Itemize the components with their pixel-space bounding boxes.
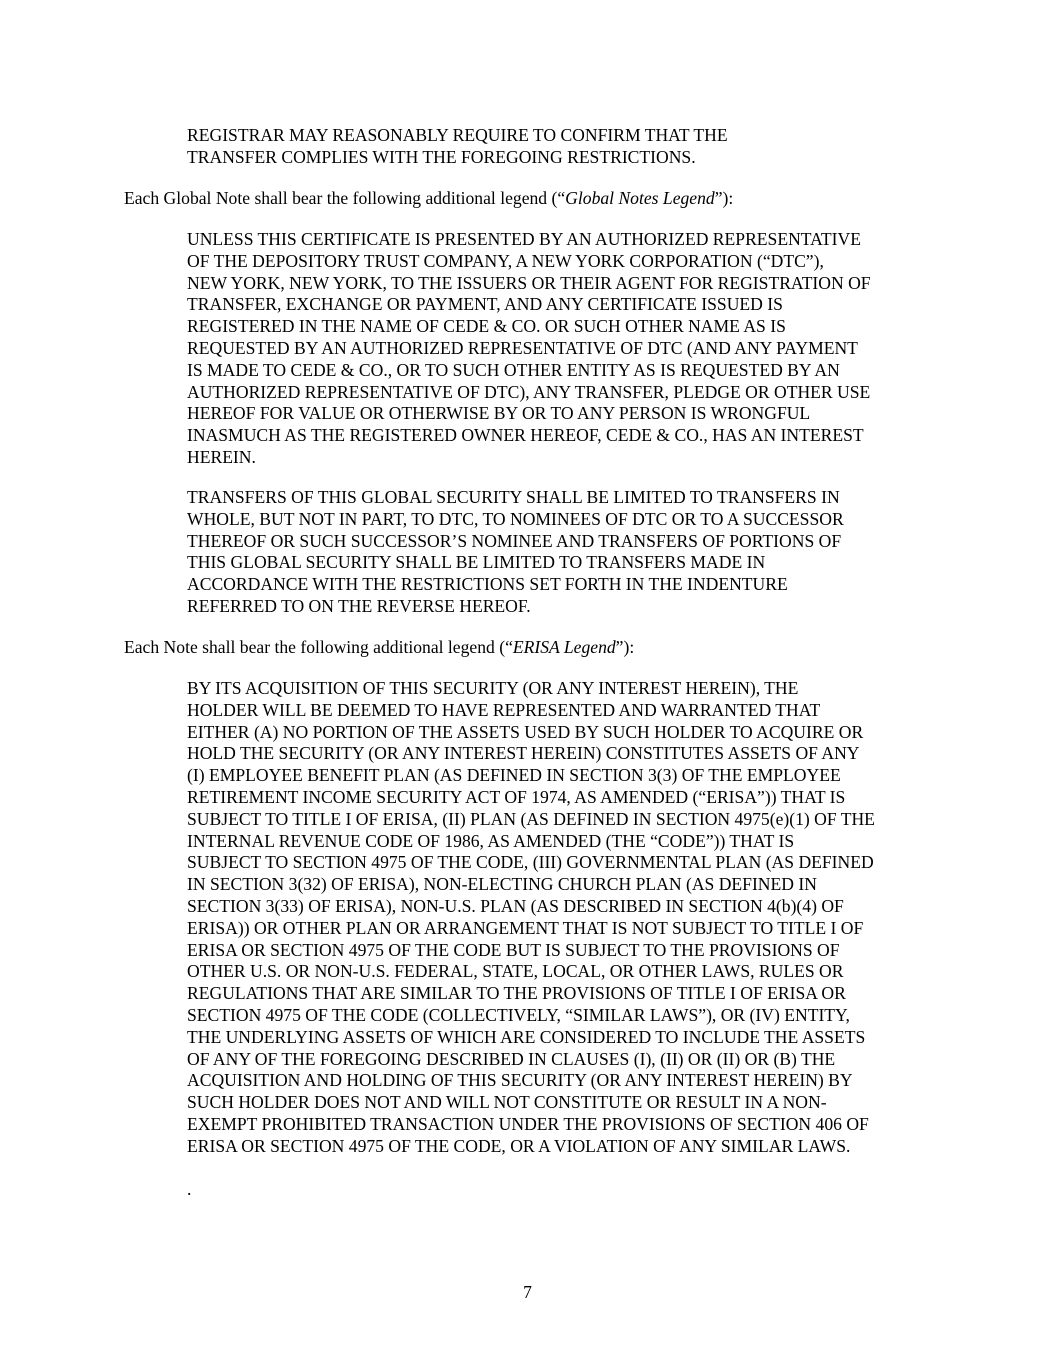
text-line: REFERRED TO ON THE REVERSE HEREOF. bbox=[187, 595, 531, 616]
text-line: TRANSFER, EXCHANGE OR PAYMENT, AND ANY CERTIFICATE ISSUED IS bbox=[187, 294, 783, 315]
text-line: SECTION 4975 OF THE CODE (COLLECTIVELY, “SIMILAR LAWS”), OR (IV) ENTITY, bbox=[187, 1004, 850, 1025]
text-line: THEREOF OR SUCH SUCCESSOR’S NOMINEE AND TRANSFERS OF PORTIONS OF bbox=[187, 530, 842, 551]
text-line: IS MADE TO CEDE & CO., OR TO SUCH OTHER ENTITY AS IS REQUESTED BY AN bbox=[187, 359, 840, 380]
intro-prefix: Each Global Note shall bear the following additional legend (“ bbox=[124, 188, 566, 208]
global-notes-legend-paragraph-2 bbox=[187, 487, 844, 618]
text-line: REGISTRAR MAY REASONABLY REQUIRE TO CONFIRM THAT THE bbox=[187, 125, 728, 145]
text-line: EXEMPT PROHIBITED TRANSACTION UNDER THE PROVISIONS OF SECTION 406 OF bbox=[187, 1113, 869, 1134]
text-line: ACQUISITION AND HOLDING OF THIS SECURITY (OR ANY INTEREST HEREIN) BY bbox=[187, 1070, 853, 1091]
text-line: INASMUCH AS THE REGISTERED OWNER HEREOF, CEDE & CO., HAS AN INTEREST bbox=[187, 425, 864, 446]
intro-suffix: ”): bbox=[714, 188, 734, 208]
text-line: SECTION 3(33) OF ERISA), NON-U.S. PLAN (AS DESCRIBED IN SECTION 4(b)(4) OF bbox=[187, 895, 844, 916]
text-line: TRANSFERS OF THIS GLOBAL SECURITY SHALL BE LIMITED TO TRANSFERS IN bbox=[187, 487, 840, 507]
erisa-legend-paragraph bbox=[187, 678, 875, 1158]
text-line: ERISA OR SECTION 4975 OF THE CODE, OR A VIOLATION OF ANY SIMILAR LAWS. bbox=[187, 1135, 851, 1156]
page-number: 7 bbox=[523, 1282, 532, 1302]
text-line: HOLD THE SECURITY (OR ANY INTEREST HEREIN) CONSTITUTES ASSETS OF ANY bbox=[187, 743, 860, 764]
defined-term-global-notes-legend: Global Notes Legend bbox=[565, 188, 715, 208]
text-line: REQUESTED BY AN AUTHORIZED REPRESENTATIVE OF DTC (AND ANY PAYMENT bbox=[187, 337, 858, 358]
text-line: SUBJECT TO SECTION 4975 OF THE CODE, (III) GOVERNMENTAL PLAN (AS DEFINED bbox=[187, 852, 874, 873]
intro-suffix: ”): bbox=[615, 637, 635, 657]
continuation-paragraph bbox=[187, 125, 728, 169]
text-line: IN SECTION 3(32) OF ERISA), NON-ELECTING CHURCH PLAN (AS DEFINED IN bbox=[187, 874, 817, 895]
text-line: OF ANY OF THE FOREGOING DESCRIBED IN CLAUSES (I), (II) OR (II) OR (B) THE bbox=[187, 1048, 836, 1069]
trailing-dot: . bbox=[187, 1179, 192, 1199]
text-line: EITHER (A) NO PORTION OF THE ASSETS USED BY SUCH HOLDER TO ACQUIRE OR bbox=[187, 721, 864, 742]
text-line: SUCH HOLDER DOES NOT AND WILL NOT CONSTITUTE OR RESULT IN A NON- bbox=[187, 1092, 827, 1113]
text-line: NEW YORK, NEW YORK, TO THE ISSUERS OR THEIR AGENT FOR REGISTRATION OF bbox=[187, 272, 871, 293]
text-line: TRANSFER COMPLIES WITH THE FOREGOING RESTRICTIONS. bbox=[187, 146, 696, 167]
text-line: ACCORDANCE WITH THE RESTRICTIONS SET FORTH IN THE INDENTURE bbox=[187, 574, 788, 595]
text-line: BY ITS ACQUISITION OF THIS SECURITY (OR ANY INTEREST HEREIN), THE bbox=[187, 678, 799, 698]
text-line: INTERNAL REVENUE CODE OF 1986, AS AMENDED (THE “CODE”)) THAT IS bbox=[187, 830, 795, 851]
global-notes-intro bbox=[124, 188, 733, 210]
text-line: HEREIN. bbox=[187, 446, 256, 467]
text-line: AUTHORIZED REPRESENTATIVE OF DTC), ANY TRANSFER, PLEDGE OR OTHER USE bbox=[187, 381, 871, 402]
text-line: OTHER U.S. OR NON-U.S. FEDERAL, STATE, LOCAL, OR OTHER LAWS, RULES OR bbox=[187, 961, 844, 982]
text-line: THIS GLOBAL SECURITY SHALL BE LIMITED TO TRANSFERS MADE IN bbox=[187, 552, 766, 573]
text-line: WHOLE, BUT NOT IN PART, TO DTC, TO NOMINEES OF DTC OR TO A SUCCESSOR bbox=[187, 508, 844, 529]
erisa-intro bbox=[124, 637, 634, 659]
text-line: THE UNDERLYING ASSETS OF WHICH ARE CONSIDERED TO INCLUDE THE ASSETS bbox=[187, 1026, 866, 1047]
text-line: REGISTERED IN THE NAME OF CEDE & CO. OR SUCH OTHER NAME AS IS bbox=[187, 316, 786, 337]
text-line: HOLDER WILL BE DEEMED TO HAVE REPRESENTED AND WARRANTED THAT bbox=[187, 699, 821, 720]
text-line: SUBJECT TO TITLE I OF ERISA, (II) PLAN (AS DEFINED IN SECTION 4975(e)(1) OF THE bbox=[187, 808, 875, 829]
text-line: REGULATIONS THAT ARE SIMILAR TO THE PROVISIONS OF TITLE I OF ERISA OR bbox=[187, 983, 846, 1004]
text-line: ERISA)) OR OTHER PLAN OR ARRANGEMENT THAT IS NOT SUBJECT TO TITLE I OF bbox=[187, 917, 864, 938]
text-line: OF THE DEPOSITORY TRUST COMPANY, A NEW YORK CORPORATION (“DTC”), bbox=[187, 250, 824, 271]
text-line: ERISA OR SECTION 4975 OF THE CODE BUT IS SUBJECT TO THE PROVISIONS OF bbox=[187, 939, 840, 960]
text-line: UNLESS THIS CERTIFICATE IS PRESENTED BY AN AUTHORIZED REPRESENTATIVE bbox=[187, 229, 861, 249]
text-line: RETIREMENT INCOME SECURITY ACT OF 1974, AS AMENDED (“ERISA”)) THAT IS bbox=[187, 786, 846, 807]
text-line: (I) EMPLOYEE BENEFIT PLAN (AS DEFINED IN SECTION 3(3) OF THE EMPLOYEE bbox=[187, 765, 841, 786]
text-line: HEREOF FOR VALUE OR OTHERWISE BY OR TO ANY PERSON IS WRONGFUL bbox=[187, 403, 811, 424]
intro-prefix: Each Note shall bear the following additional legend (“ bbox=[124, 637, 513, 657]
defined-term-erisa-legend: ERISA Legend bbox=[512, 637, 616, 657]
global-notes-legend-paragraph-1 bbox=[187, 229, 871, 469]
